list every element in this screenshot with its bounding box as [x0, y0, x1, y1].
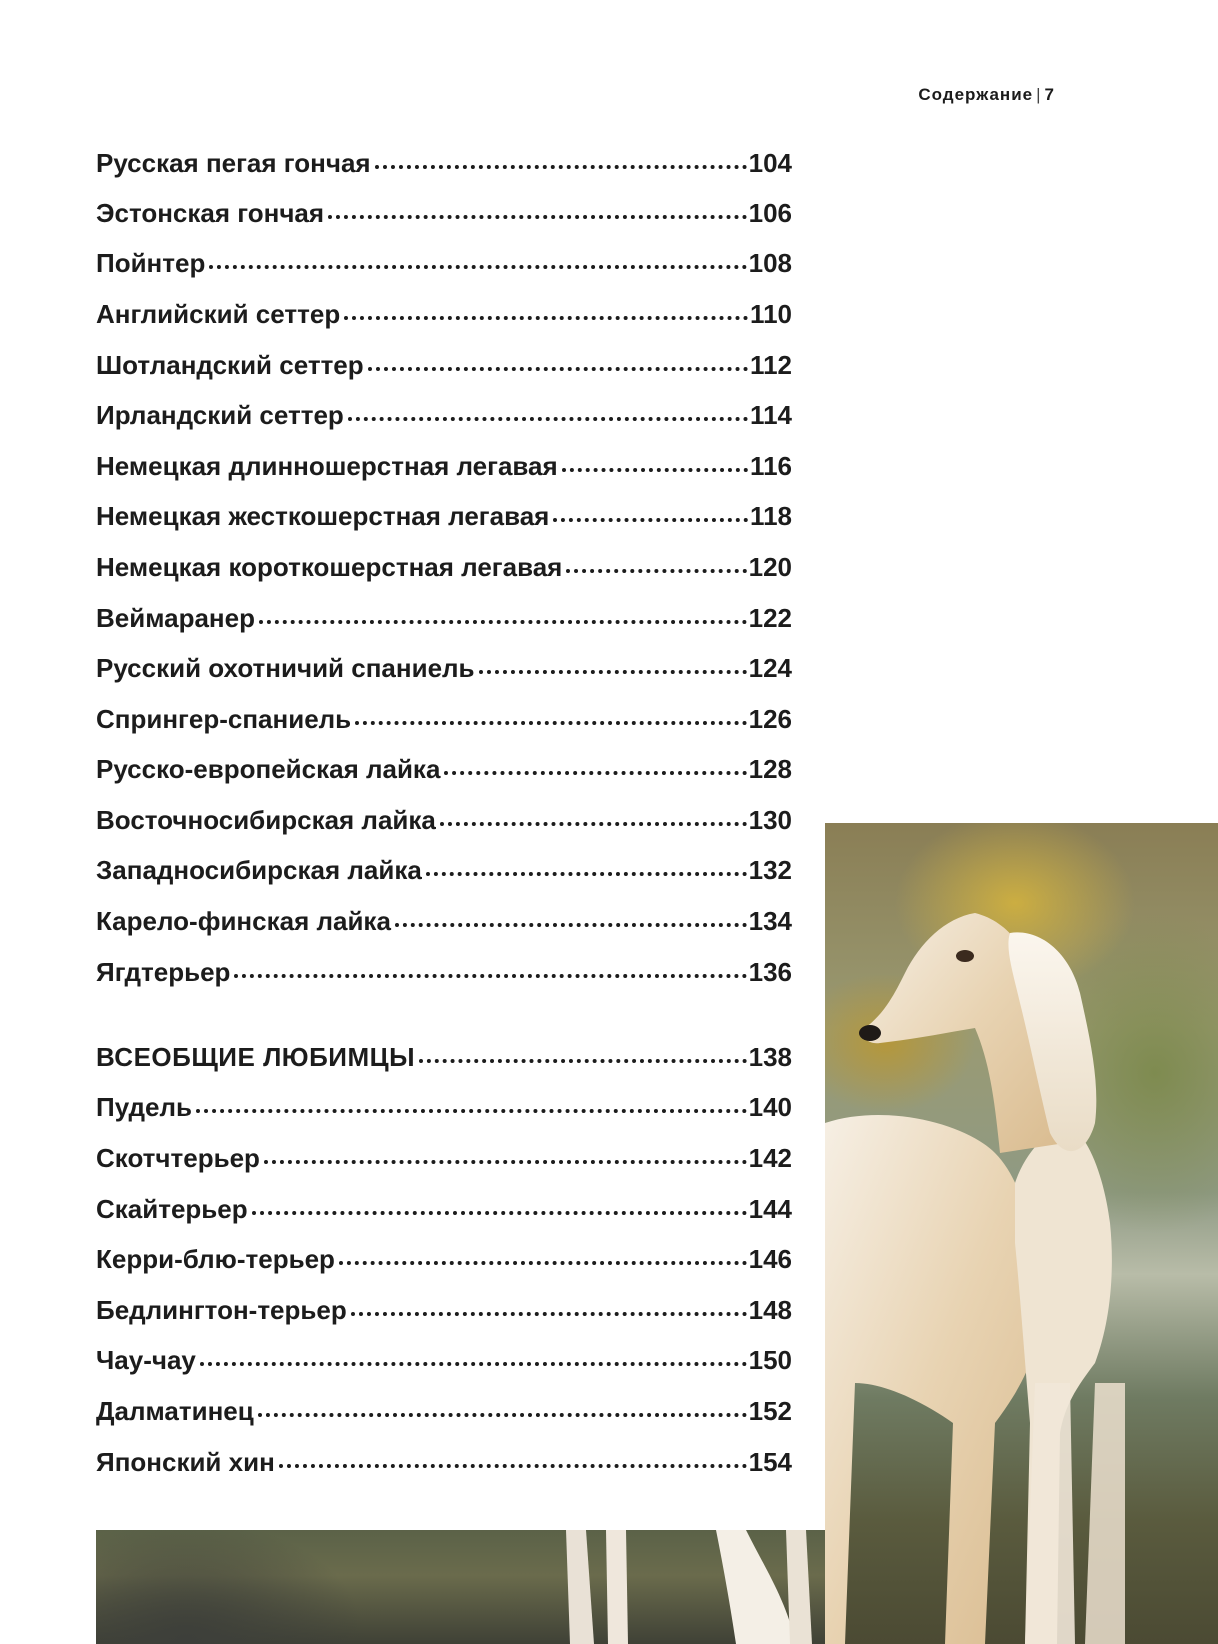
toc-entry-title: Ирландский сеттер — [96, 400, 344, 430]
toc-entry-page: 142 — [748, 1143, 792, 1173]
toc-entry-title: Эстонская гончая — [96, 198, 325, 228]
toc-entry-title: Далматинец — [96, 1396, 254, 1426]
toc-dot-leader — [395, 923, 747, 927]
toc-dot-leader — [553, 518, 748, 522]
toc-entry[interactable] — [96, 1345, 792, 1381]
toc-dot-leader — [234, 974, 746, 978]
toc-entry-page: 136 — [748, 957, 792, 987]
toc-dot-leader — [368, 367, 748, 371]
toc-dot-leader — [562, 468, 748, 472]
toc-entry-title: Русский охотничий спаниель — [96, 653, 475, 683]
toc-entry-page: 128 — [748, 754, 792, 784]
toc-entry-page: 130 — [748, 805, 792, 835]
toc-dot-leader — [209, 265, 746, 269]
toc-dot-leader — [351, 1312, 747, 1316]
toc-entry-title: Немецкая жесткошерстная легавая — [96, 501, 550, 531]
toc-dot-leader — [258, 1413, 747, 1417]
toc-entry[interactable] — [96, 501, 792, 537]
toc-entry-title: Веймаранер — [96, 603, 255, 633]
toc-entry[interactable] — [96, 552, 792, 588]
toc-entry-title: Японский хин — [96, 1447, 275, 1477]
toc-entry-page: 114 — [750, 400, 792, 430]
toc-dot-leader — [375, 165, 747, 169]
toc-dot-leader — [252, 1211, 747, 1215]
toc-section-title: ВСЕОБЩИЕ ЛЮБИМЦЫ — [96, 1042, 416, 1072]
toc-entry-page: 122 — [748, 603, 792, 633]
toc-entry-page: 138 — [748, 1042, 792, 1072]
toc-entry-title: Немецкая короткошерстная легавая — [96, 552, 563, 582]
toc-entry-title: Чау-чау — [96, 1345, 196, 1375]
toc-entry-page: 152 — [748, 1396, 792, 1426]
saluki-illustration — [825, 823, 1218, 1644]
toc-entry-page: 140 — [748, 1092, 792, 1122]
toc-entry[interactable] — [96, 906, 792, 942]
toc-entry[interactable] — [96, 957, 792, 993]
toc-entry[interactable] — [96, 805, 792, 841]
toc-entry[interactable] — [96, 148, 792, 184]
toc-dot-leader — [344, 316, 748, 320]
toc-entry-title: Карело-финская лайка — [96, 906, 391, 936]
toc-dot-leader — [259, 620, 747, 624]
dog-photo — [825, 823, 1218, 1644]
toc-entry-title: Пудель — [96, 1092, 192, 1122]
toc-entry-title: Ягдтерьер — [96, 957, 231, 987]
toc-entry[interactable] — [96, 350, 792, 386]
toc-entry-title: Скайтерьер — [96, 1194, 248, 1224]
toc-entry-page: 104 — [748, 148, 792, 178]
toc-dot-leader — [264, 1160, 747, 1164]
toc-entry[interactable] — [96, 1396, 792, 1432]
toc-entry-title: Бедлингтон-терьер — [96, 1295, 347, 1325]
toc-entry[interactable] — [96, 1194, 792, 1230]
toc-entry-page: 150 — [748, 1345, 792, 1375]
toc-dot-leader — [426, 872, 747, 876]
toc-dot-leader — [200, 1362, 747, 1366]
toc-entry-page: 154 — [748, 1447, 792, 1477]
toc-entry-page: 106 — [748, 198, 792, 228]
toc-entry[interactable] — [96, 400, 792, 436]
toc-entry[interactable] — [96, 855, 792, 891]
toc-entry[interactable] — [96, 1092, 792, 1128]
toc-entry-title: Керри-блю-терьер — [96, 1244, 335, 1274]
toc-entry[interactable] — [96, 451, 792, 487]
toc-entry-page: 134 — [748, 906, 792, 936]
header-section-title: Содержание — [918, 85, 1034, 104]
toc-entry-title: Немецкая длинношерстная легавая — [96, 451, 558, 481]
toc-entry-page: 144 — [748, 1194, 792, 1224]
toc-entry-page: 110 — [750, 299, 792, 329]
toc-entry-page: 132 — [748, 855, 792, 885]
toc-entry-page: 112 — [750, 350, 792, 380]
toc-entry[interactable] — [96, 1447, 792, 1483]
toc-dot-leader — [328, 215, 747, 219]
toc-dot-leader — [479, 670, 747, 674]
toc-entry[interactable] — [96, 704, 792, 740]
toc-entry-title: Русская пегая гончая — [96, 148, 371, 178]
toc-dot-leader — [279, 1464, 747, 1468]
toc-entry[interactable] — [96, 1244, 792, 1280]
toc-entry[interactable] — [96, 198, 792, 234]
toc-section-heading[interactable] — [96, 1042, 792, 1078]
toc-entry[interactable] — [96, 653, 792, 689]
toc-entry-page: 120 — [748, 552, 792, 582]
toc-entry[interactable] — [96, 603, 792, 639]
toc-dot-leader — [196, 1109, 747, 1113]
toc-entry-page: 116 — [750, 451, 792, 481]
toc-dot-leader — [419, 1059, 747, 1063]
toc-entry-title: Русско-европейская лайка — [96, 754, 441, 784]
toc-entry[interactable] — [96, 1143, 792, 1179]
dog-legs-illustration — [96, 1530, 825, 1644]
toc-entry-title: Шотландский сеттер — [96, 350, 364, 380]
toc-entry-title: Английский сеттер — [96, 299, 341, 329]
dog-photo-bottom — [96, 1530, 825, 1644]
toc-dot-leader — [440, 822, 747, 826]
header-page-number: 7 — [1044, 85, 1055, 104]
running-header — [860, 85, 1055, 105]
toc-entry[interactable] — [96, 299, 792, 335]
toc-dot-leader — [355, 721, 746, 725]
toc-entry-page: 148 — [748, 1295, 792, 1325]
toc-entry-page: 146 — [748, 1244, 792, 1274]
toc-entry-title: Пойнтер — [96, 248, 206, 278]
toc-entry[interactable] — [96, 248, 792, 284]
toc-entry-page: 108 — [748, 248, 792, 278]
toc-entry[interactable] — [96, 1295, 792, 1331]
toc-entry-page: 124 — [748, 653, 792, 683]
toc-entry-page: 118 — [750, 501, 792, 531]
toc-entry-title: Восточносибирская лайка — [96, 805, 436, 835]
toc-entry-page: 126 — [748, 704, 792, 734]
toc-entry[interactable] — [96, 754, 792, 790]
toc-entry-title: Спрингер-спаниель — [96, 704, 352, 734]
header-separator: | — [1036, 85, 1042, 104]
toc-dot-leader — [339, 1261, 747, 1265]
toc-entry-title: Западносибирская лайка — [96, 855, 422, 885]
toc-entry-title: Скотчтерьер — [96, 1143, 260, 1173]
toc-dot-leader — [444, 771, 746, 775]
toc-dot-leader — [566, 569, 746, 573]
toc-dot-leader — [348, 417, 748, 421]
